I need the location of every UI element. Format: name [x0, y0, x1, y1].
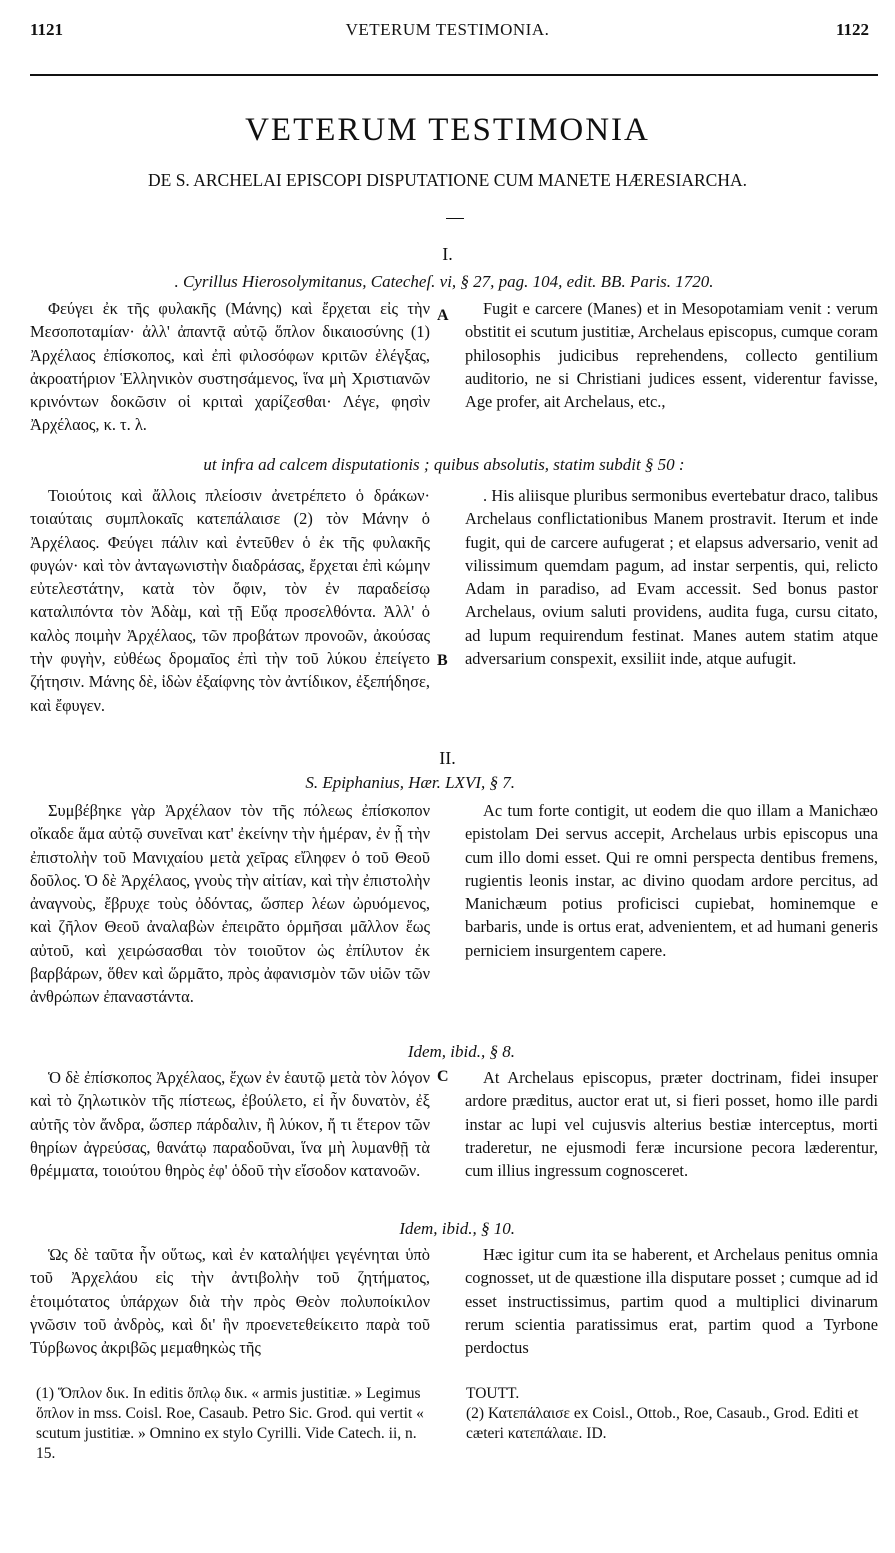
s2-latin-1-text: Ac tum forte contigit, ut eodem die quo illam a Manichæo epistolam Dei servus accepit, Archelaus urbis episcopus una cum illo domi esset. Qui re omni perspecta dentibus fremens, rugientis leonis instar, ac divino quodam ardore percitus, ad Manichæum potius proficisci cupiebat, hominemque e barbaris, unde is ortus erat, advenientem, et ad humani generis perniciem insurgentem capere.: [465, 801, 878, 960]
s2-source-2: Idem, ibid., § 8.: [407, 1042, 515, 1061]
s2-source-3: Idem, ibid., § 10.: [399, 1219, 515, 1238]
section-1-source: . Cyrillus Hierosolymitanus, Catecheſ. vi, § 27, pag. 104, edit. BB. Paris. 1720.: [174, 272, 714, 291]
s2-latin-3: [465, 1243, 878, 1359]
s1-greek-1: [30, 297, 430, 437]
s2-greek-1: [30, 799, 430, 1009]
section-2-number: II.: [439, 748, 456, 768]
title-dash: [446, 218, 464, 219]
s2-greek-3: [30, 1243, 430, 1359]
footnote-signature: TOUTT.: [466, 1385, 520, 1402]
s1-greek-1-text: Φεύγει ἐκ τῆς φυλακῆς (Μάνης) καὶ ἔρχεται εἰς τὴν Μεσοποταμίαν· ἀλλ' ἀπαντᾷ αὐτῷ ὅπλον δικαιοσύνης (1) Ἀρχέλαος ἐπίσκοπος, καὶ ἐπὶ φιλοσόφων κριτῶν ἐλέγξας, ἀκροατήριον Ἑλληνικὸν συστησάμενος, ἵνα μὴ Χριστιανῶν κρινόντων δοκῶσιν οἱ κριταὶ χαρίζεσθαι· Λέγε, φησὶν Ἀρχέλαος, κ. τ. λ.: [30, 299, 430, 435]
footnote-1: (1) Ὅπλον δικ. In editis ὅπλῳ δικ. « armis justitiæ. » Legimus ὅπλον in mss. Coisl. Roe, Casaub. Petro Sic. Grod. qui vertit « scutum justitiæ. » Omnino ex stylo Cyrilli. Vide Catech. ii, n. 15.: [36, 1385, 424, 1462]
s2-greek-1-text: Συμβέβηκε γὰρ Ἀρχέλαον τὸν τῆς πόλεως ἐπίσκοπον οἴκαδε ἅμα αὐτῷ συνεῖναι κατ' ἐκείνην τὴν ἡμέραν, ἐν ᾗ τὴν ἐπιστολὴν τοῦ Μανιχαίου μετὰ χεῖρας εἴληφεν ὁ τοῦ Θεοῦ δοῦλος. Ὁ δὲ Ἀρχέλαος, γνοὺς τὴν αἰτίαν, καὶ τὴν ἐπιστολὴν ἀναγνοὺς, ἔβρυχε τοὺς ὀδόντας, ὥσπερ λέων ὠρυόμενος, καὶ ζῆλον Θεοῦ ἀναλαβὼν ἐπειρᾶτο ὁρμῆσαι μᾶλλον ἕως αὐτοῦ, καὶ χειρώσασθαι τὸν τοιοῦτον ὡς ἐπίλυτον ἐκ βαρβάρων, ὅθεν καὶ ὥρμᾶτο, πρὸς ἀφανισμὸν τῶν υἱῶν τῶν ἀνθρώπων ἐπαναστάντα.: [30, 801, 430, 1007]
s2-latin-2-text: At Archelaus episcopus, præter doctrinam, fidei insuper ardore præditus, auctor erat ut, si fieri posset, homo ille pardi instar ac lupi vel cujusvis alterius bestiæ interceptus, morti traderetur, ne ejusmodi feræ incursione pecora læderentur, cum illius ingressum cognosceret.: [465, 1068, 878, 1181]
s1-latin-2: [465, 484, 878, 670]
s2-greek-2: [30, 1066, 430, 1182]
s2-greek-3-text: Ὡς δὲ ταῦτα ἦν οὕτως, καὶ ἐν καταλήψει γεγένηται ὑπὸ τοῦ Ἀρχελάου εἰς τὴν ἀντιβολὴν τοῦ ζητήματος, ἑτοιμότατος ὑπάρχων διὰ τὴν πρὸς Θεὸν πολυποίκιλον γνῶσιν τοῦ ἀνδρὸς, καὶ δι' ἣν προενετεθείκειτο παρὰ τοῦ Τύρβωνος ἀκριβῶς μεμαθηκὼς τῆς: [30, 1245, 430, 1358]
s2-greek-2-text: Ὁ δὲ ἐπίσκοπος Ἀρχέλαος, ἔχων ἐν ἑαυτῷ μετὰ τὸν λόγον καὶ τὸ ζηλωτικὸν τῆς πίστεως, ἐβούλετο, εἰ ἦν δυνατὸν, ἐξ αὐτῆς τὸν ἄνδρα, ὥσπερ πάρδαλιν, ἢ λύκον, ἤ τι ἕτερον τῶν θηρίων ἀγρεύσας, θανάτῳ παραδοῦναι, ἵνα μὴ λυμανθῇ τὰ θρέμματα, τοιούτου θηρὸς ἐφ' ὁδοῦ τὴν εἴσοδον κατανοῶν.: [30, 1068, 430, 1181]
page-subtitle: DE S. ARCHELAI EPISCOPI DISPUTATIONE CUM MANETE HÆRESIARCHA.: [148, 170, 747, 190]
s1-greek-2: [30, 484, 430, 717]
s1-latin-1: [465, 297, 878, 413]
s2-latin-2: [465, 1066, 878, 1182]
header-rule: [30, 74, 878, 76]
running-head: [0, 20, 895, 44]
s2-latin-1: [465, 799, 878, 962]
section-1-number: I.: [442, 244, 453, 264]
s1-connector: ut infra ad calcem disputationis ; quibus absolutis, statim subdit § 50 :: [203, 455, 685, 474]
footnote-2: (2) Κατεπάλαισε ex Coisl., Ottob., Roe, Casaub., Grod. Editi et cæteri κατεπάλαιε. ID.: [466, 1405, 859, 1442]
s2-latin-3-text: Hæc igitur cum ita se haberent, et Archelaus penitus omnia cognosset, ut de quæstione illa disputare posset ; cumque ad id esset instructissimus, partim quod a multiplici divinarum rerum scientia paratissimus erat, partim quod a Tyrbone perdoctus: [465, 1245, 878, 1358]
s1-latin-1-text: Fugit e carcere (Manes) et in Mesopotamiam venit : verum obstitit ei scutum justitiæ, Archelaus episcopus, cumque coram philosophis judicibus reprehendens, collecto gentilium auditorio, ne si Christiani judices essent, viderentur favisse, Age profer, ait Archelaus, etc.,: [465, 299, 878, 412]
section-2-source: S. Epiphanius, Hær. LXVI, § 7.: [305, 773, 515, 792]
page-number-left: 1121: [30, 20, 64, 39]
margin-letter-a: A: [437, 307, 449, 324]
page-number-right: 1122: [835, 20, 869, 39]
page-title: VETERUM TESTIMONIA: [245, 112, 650, 148]
running-title: VETERUM TESTIMONIA.: [345, 20, 550, 39]
margin-letter-c: C: [437, 1068, 449, 1085]
s1-latin-2-text: . His aliisque pluribus sermonibus evertebatur draco, talibus Archelaus conflictationibus Manem prostravit. Iterum et inde fugit, qui de carcere aufugerat ; et elapsus adversario, venit ad vilissimum quemdam pagum, ad instar serpentis, qui, relicto Adam in paradiso, ad Evam accessit. Sed bonus pastor Archelaus, ovium saluti providens, audita fuga, cursu citato, ad lupum requirendum festinat. Manes autem statim atque adversarium conspexit, exsiliit inde, atque aufugit.: [465, 486, 878, 669]
margin-letter-b: B: [437, 652, 448, 669]
s1-greek-2-text: Τοιούτοις καὶ ἄλλοις πλείοσιν ἀνετρέπετο ὁ δράκων· τοιαύταις συμπλοκαῖς κατεπάλαισε (2) τὸν Μάνην ὁ Ἀρχέλαος. Φεύγει πάλιν καὶ ἐντεῦθεν ὁ ἐκ τῆς φυλακῆς φυγών· καὶ τὸν ἀνταγωνιστὴν διαδράσας, ἔρχεται ἐπὶ κώμην εὐτελεστάτην, κατὰ τὸν ὄφιν, τὸν ἐν παραδείσῳ καταλιπόντα τὸν Ἀδὰμ, καὶ τῇ Εὔᾳ προσελθόντα. Ἀλλ' ὁ καλὸς ποιμὴν Ἀρχέλαος, τῶν προβάτων προνοῶν, ἀκούσας τὴν φυγὴν, εὐθέως δρομαῖος ἐπὶ τὴν τοῦ λύκου ἐπείγετο ζήτησιν. Μάνης δὲ, ἰδὼν ἐξαίφνης τὸν ἀντίδικον, ἐξεπήδησε, καὶ ἔφυγεν.: [30, 486, 430, 715]
